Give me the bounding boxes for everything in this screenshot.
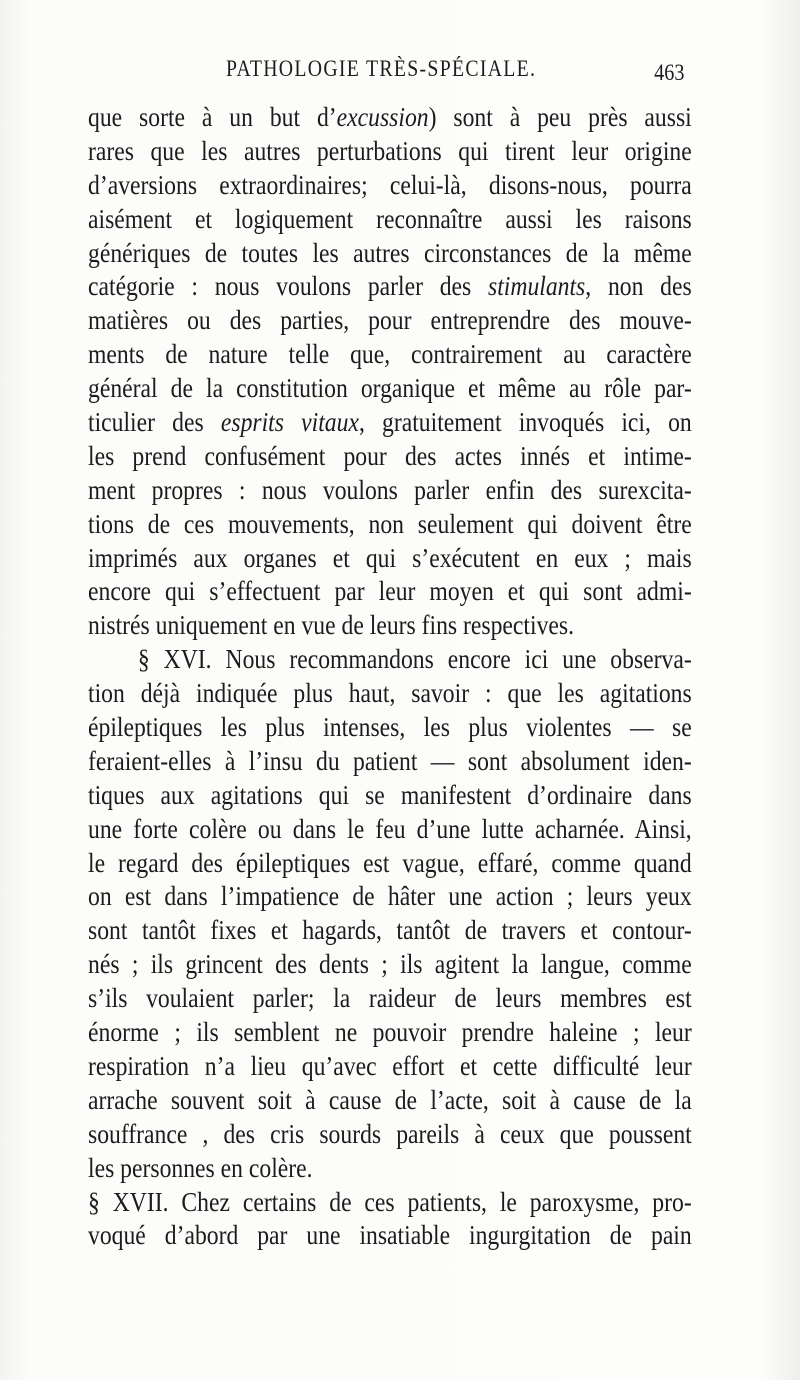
text-line: général de la constitution organique et même au rôle par- xyxy=(88,372,692,404)
running-head: PATHOLOGIE TRÈS-SPÉCIALE. xyxy=(226,56,537,81)
text-line: s’ils voulaient parler; la raideur de leurs membres est xyxy=(88,982,692,1014)
section-heading-line: § XVII. Chez certains de ces patients, le paroxysme, pro- xyxy=(88,1185,692,1217)
text-line: arrache souvent soit à cause de l’acte, soit à cause de la xyxy=(88,1083,692,1115)
text-line: les personnes en colère. xyxy=(88,1151,313,1183)
text-line: souffrance , des cris sourds pareils à ceux que poussent xyxy=(88,1117,692,1149)
text-line: on est dans l’impatience de hâter une action ; leurs yeux xyxy=(88,880,692,912)
text-line: feraient-elles à l’insu du patient — sont absolument iden- xyxy=(88,744,692,776)
text-line: nistrés uniquement en vue de leurs fins respectives. xyxy=(88,609,575,641)
text-line: nés ; ils grincent des dents ; ils agitent la langue, comme xyxy=(88,948,692,980)
text-line: rares que les autres perturbations qui tirent leur origine xyxy=(88,134,692,166)
text-line: tiques aux agitations qui se manifestent d’ordinaire dans xyxy=(88,778,692,810)
text-line: voqué d’abord par une insatiable ingurgitation de pain xyxy=(88,1219,692,1251)
text-line: épileptiques les plus intenses, les plus violentes — se xyxy=(88,711,692,743)
text-line: encore qui s’effectuent par leur moyen et qui sont admi- xyxy=(88,575,692,607)
text-line: catégorie : nous voulons parler des stimulants, non des xyxy=(88,270,692,302)
text-line: tions de ces mouvements, non seulement qui doivent être xyxy=(88,507,692,539)
body-text xyxy=(88,100,692,1252)
text-line: que sorte à un but d’excussion) sont à peu près aussi xyxy=(88,101,692,132)
text-line: imprimés aux organes et qui s’exécutent en eux ; mais xyxy=(88,541,692,573)
text-line: le regard des épileptiques est vague, effaré, comme quand xyxy=(88,846,692,878)
page-number: 463 xyxy=(653,60,684,85)
text-line: ticulier des esprits vitaux, gratuitement invoqués ici, on xyxy=(88,406,692,438)
text-line: génériques de toutes les autres circonstances de la même xyxy=(88,236,692,268)
text-line: aisément et logiquement reconnaître aussi les raisons xyxy=(88,202,692,234)
text-line: tion déjà indiquée plus haut, savoir : que les agitations xyxy=(88,677,692,709)
text-line: sont tantôt fixes et hagards, tantôt de travers et contour- xyxy=(88,914,692,946)
section-heading-line: § XVI. Nous recommandons encore ici une observa- xyxy=(137,643,692,675)
text-line: d’aversions extraordinaires; celui-là, disons-nous, pourra xyxy=(88,168,692,200)
text-line: énorme ; ils semblent ne pouvoir prendre haleine ; leur xyxy=(88,1016,692,1048)
text-line: respiration n’a lieu qu’avec effort et cette difficulté leur xyxy=(88,1049,692,1081)
text-line: une forte colère ou dans le feu d’une lutte acharnée. Ainsi, xyxy=(88,812,692,844)
text-line: les prend confusément pour des actes innés et intime- xyxy=(88,439,692,471)
text-line: ment propres : nous voulons parler enfin des surexcita- xyxy=(88,473,692,505)
text-line: matières ou des parties, pour entreprendre des mouve- xyxy=(88,304,692,336)
text-line: ments de nature telle que, contrairement au caractère xyxy=(88,338,692,370)
page-header xyxy=(88,56,688,90)
